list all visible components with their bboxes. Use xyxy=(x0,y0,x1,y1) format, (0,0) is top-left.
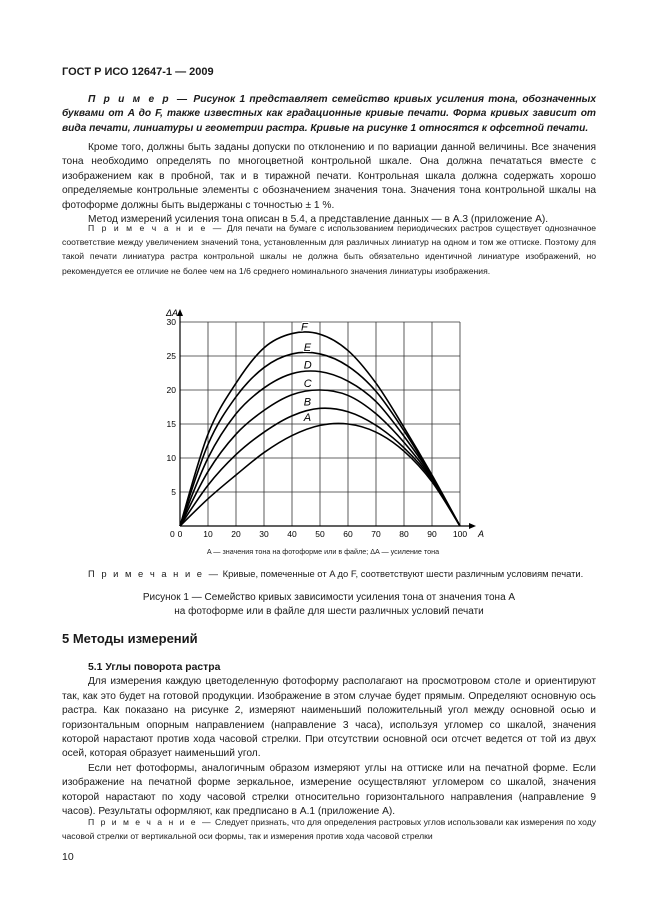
x-axis-arrow-icon xyxy=(469,523,476,529)
tone-gain-chart xyxy=(0,305,646,550)
x-tick-label: 0 xyxy=(177,529,183,539)
paragraph-method-ref: Метод измерений усиления тона описан в 5.4, а представление данных — в А.3 (приложение А). xyxy=(88,214,549,226)
x-tick-label: 30 xyxy=(259,529,269,539)
x-tick-label: 40 xyxy=(287,529,297,539)
note-label: П р и м е ч а н и е — xyxy=(88,817,213,827)
figure-caption xyxy=(62,591,596,619)
subsection-title: 5.1 Углы поворота растра xyxy=(88,662,221,673)
example-paragraph xyxy=(62,93,596,136)
caption-line: на фотоформе или в файле для шести различных условий печати xyxy=(174,606,484,617)
y-tick-label: 15 xyxy=(166,419,176,429)
origin-label: 0 xyxy=(170,529,175,539)
curve-label-d: D xyxy=(303,359,312,372)
y-tick-label: 10 xyxy=(166,453,176,463)
x-tick-label: 70 xyxy=(371,529,381,539)
x-tick-label: 10 xyxy=(203,529,213,539)
section-title: 5 Методы измерений xyxy=(62,631,198,646)
paragraph-tolerances: Кроме того, должны быть заданы допуски по отклонению и по вариации данной величины. Все значения тона необходимо определять по многоцветной контрольной шкале. Она должна печататься вместе с изображением как в пробной, так и в тиражной печати. Контрольная шкала должна содержать хорошо определяемые контрольные элементы с обозначением значения тона. Значения тона контрольной шкалы на фотоформе должны быть выдержаны с точностью ± 1 %. xyxy=(62,142,596,211)
curve-label-b: B xyxy=(303,396,312,409)
chart-legend: A — значения тона на фотоформе или в файле; ΔA — усиление тона xyxy=(206,547,440,556)
x-tick-label: 90 xyxy=(427,529,437,539)
curve-label-c: C xyxy=(303,378,312,390)
x-tick-label: 20 xyxy=(231,529,241,539)
paragraph-screen-angles: Для измерения каждую цветоделенную фотоформу располагают на просмотровом столе и ориентируют так, как это будет на готовой продукции. Изображение в этом случае будет прямым. Определяют основную ось растра. Как показано на рисунке 2, измеряют наименьший положительный угол между основной осью и горизонтальным опорным направлением (направление 3 часа), используя угломер со шкалой, значения которой нарастают против хода часовой стрелки. При отсутствии основной оси отсчет ведется от той из двух осей, которая образует наименьший угол. xyxy=(62,676,596,760)
x-tick-label: 50 xyxy=(315,529,325,539)
y-axis-label: ΔA xyxy=(166,308,179,318)
x-axis-label: A xyxy=(478,529,485,539)
x-tick-label: 100 xyxy=(452,529,468,539)
curve-label-f: F xyxy=(301,321,308,334)
note-curves xyxy=(62,567,596,581)
curve-label-e: E xyxy=(303,341,312,354)
note-text: Следует признать, что для определения растровых углов использовали как измерения по ходу часовой стрелки от вертикальной оси формы, так и измерения против хода часовой стрелки xyxy=(62,817,597,842)
note-label: П р и м е ч а н и е — xyxy=(88,568,220,579)
note-text: Кривые, помеченные от A до F, соответствуют шести различным условиям печати. xyxy=(222,568,584,579)
page-number: 10 xyxy=(62,851,74,863)
note-label: П р и м е ч а н и е — xyxy=(88,223,224,233)
paragraph-plate: Если нет фотоформы, аналогичным образом измеряют углы на оттиске или на печатной форме. Если изображение на печатной форме зеркальное, измерение осуществляют угломером со шкалой, значения которой нарастают по ходу часовой стрелки относительно горизонтального направления (направление 9 часов). Результаты оформляют, как предписано в А.1 (приложение А). xyxy=(62,762,596,818)
example-text: Рисунок 1 представляет семейство кривых усиления тона, обозначенных буквами от A до F, также известных как градационные кривые печати. Форма кривых зависит от вида печати, линиатуры и геометрии растра. Кривые на рисунке 1 относятся к офсетной печати. xyxy=(62,94,596,134)
curve-label-a: A xyxy=(303,412,312,424)
x-tick-label: 60 xyxy=(343,529,353,539)
example-label: П р и м е р — xyxy=(88,94,190,105)
example-block xyxy=(62,93,596,136)
note-rulings xyxy=(62,221,596,278)
note-text: Для печати на бумаге с использованием периодических растров существует однозначное соответствие между увеличением значений тона, установленным для различных линиатур на одном и том же оттиске. Поэтому для такой печати линиатура растра контрольной шкалы не должна быть обязательно идентичной линиатуре изображений, но рекомендуется ее отличие не более чем на 1/6 среднего номинального значения линиатуры изображения. xyxy=(62,223,597,276)
caption-line: Рисунок 1 — Семейство кривых зависимости усиления тона от значения тона A xyxy=(142,592,516,603)
document-header: ГОСТ Р ИСО 12647-1 — 2009 xyxy=(62,66,214,78)
note-angles xyxy=(62,815,596,843)
y-tick-label: 25 xyxy=(166,351,176,361)
x-tick-label: 80 xyxy=(399,529,409,539)
y-tick-label: 5 xyxy=(171,487,176,497)
y-tick-label: 20 xyxy=(166,385,176,395)
y-tick-label: 30 xyxy=(166,317,176,327)
